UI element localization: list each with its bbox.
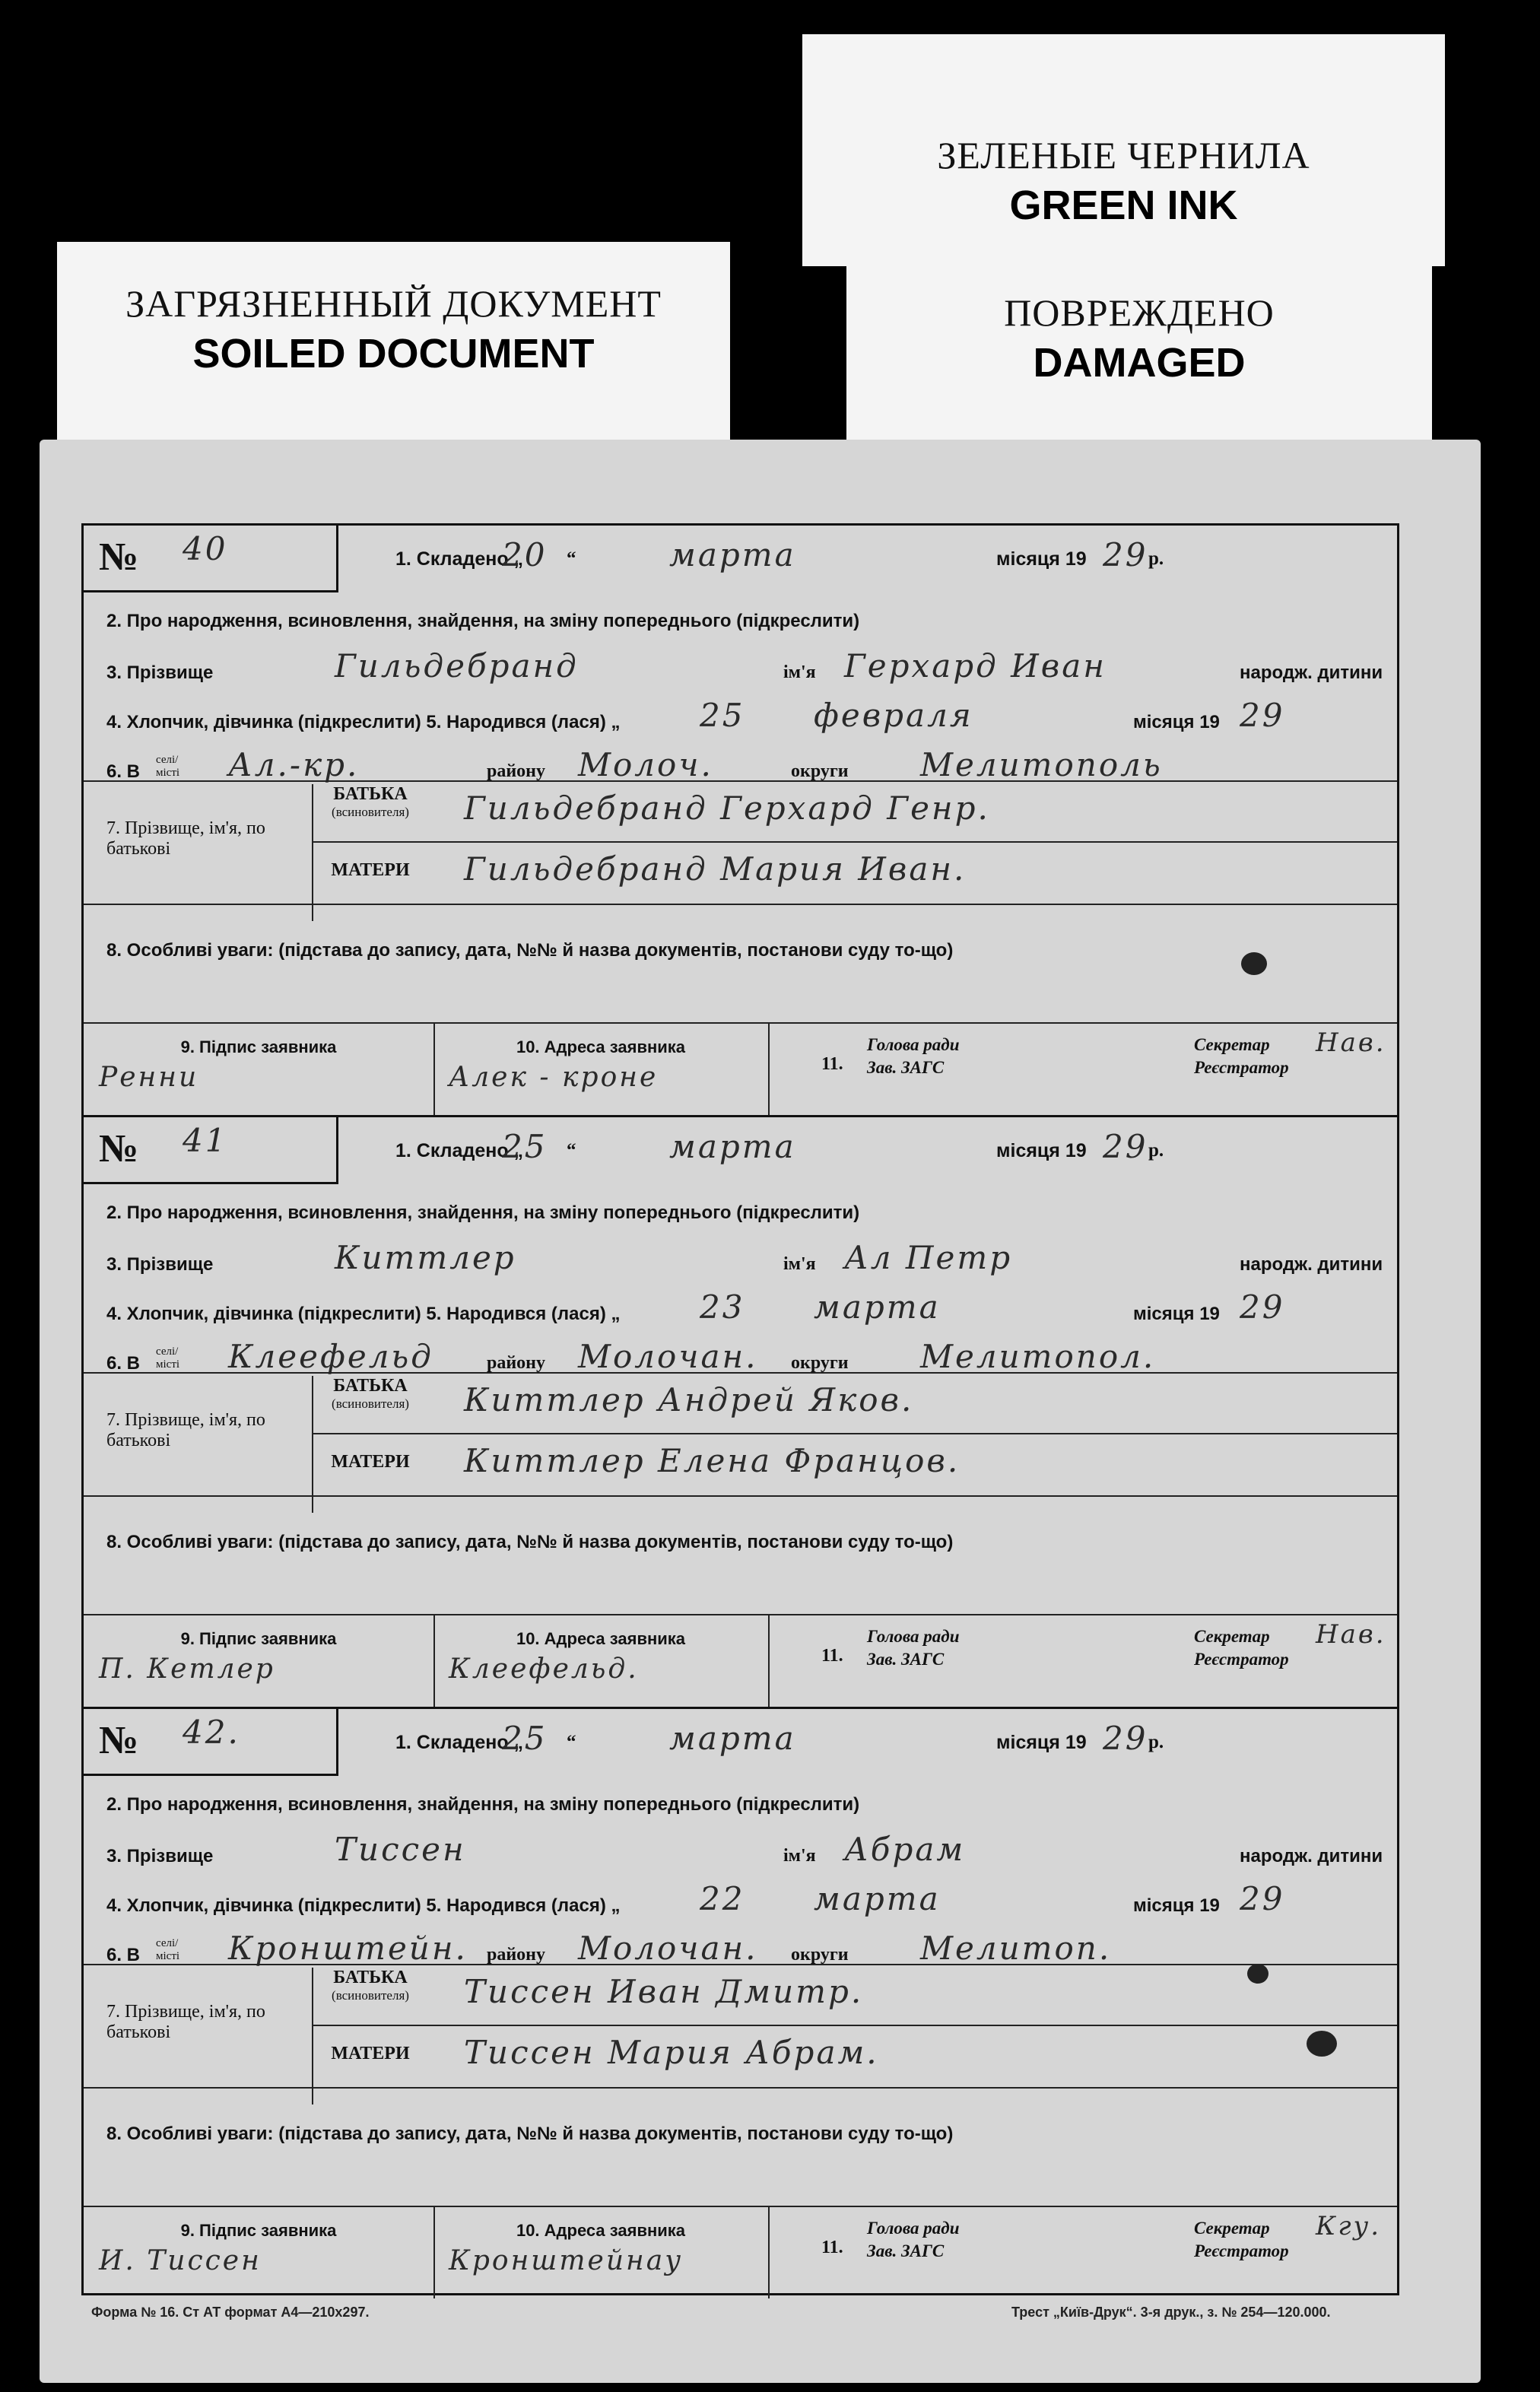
line-2-type: 2. Про народження, всиновлення, знайдення, на зміну попереднього (підкреслити) — [106, 1202, 860, 1223]
composed-quote: “ — [567, 548, 576, 569]
composed-month: марта — [669, 1720, 796, 1757]
mother-value: Тиссен Мария Абрам. — [464, 2034, 879, 2071]
father-label-cell — [312, 1968, 427, 2028]
year-suffix: р. — [1148, 548, 1164, 569]
secretary-signature: Нав. — [1316, 1028, 1386, 1058]
head-label: Голова ради — [867, 1035, 960, 1054]
okrug-value: Мелитоп. — [920, 1930, 1112, 1967]
notes-label: 8. Особливі уваги: (підстава до запису, дата, №№ й назва документів, постанови суду то-що) — [106, 1532, 954, 1552]
parents-section — [84, 1372, 1397, 1495]
birth-day: 22 — [700, 1880, 745, 1917]
composed-year: 29 — [1103, 1720, 1148, 1757]
district-label: району — [487, 761, 546, 781]
applicant-signature-label: 9. Підпис заявника — [180, 2221, 337, 2240]
line-2-type: 2. Про народження, всиновлення, знайдення, на зміну попереднього (підкреслити) — [106, 1794, 860, 1815]
divider — [84, 1495, 1397, 1497]
damaged-label-ru: ПОВРЕЖДЕНО — [1004, 291, 1275, 334]
ink-blot — [1247, 1964, 1269, 1984]
child-label: народж. дитини — [1240, 1254, 1383, 1275]
officials-number: 11. — [821, 1646, 843, 1666]
soiled-label-en: SOILED DOCUMENT — [192, 331, 595, 376]
parents-section — [84, 780, 1397, 904]
month-label: місяця 19 — [996, 1732, 1087, 1753]
applicant-signature-label: 9. Підпис заявника — [180, 1037, 337, 1056]
divider — [84, 1372, 1397, 1374]
signature-row — [84, 2206, 1397, 2298]
birth-year: 29 — [1240, 697, 1285, 734]
soiled-document-label — [57, 242, 730, 441]
parents-label: 7. Прізвище, ім'я, по батькові — [106, 818, 265, 859]
place-label: 6. В — [106, 1945, 141, 1965]
divider — [84, 1964, 1397, 1965]
father-sublabel: (всиновителя) — [332, 1396, 409, 1411]
form-footer-right: Трест „Київ-Друк“. 3-я друк., з. № 254—120.000. — [1011, 2305, 1331, 2320]
composed-label: 1. Складено „ — [395, 548, 524, 570]
district-value: Молочан. — [578, 1338, 758, 1375]
secretary-signature: Нав. — [1316, 1619, 1386, 1650]
mother-label: МАТЕРИ — [331, 2044, 410, 2063]
signature-row — [84, 1614, 1397, 1707]
place-label: 6. В — [106, 761, 141, 782]
father-value: Киттлер Андрей Яков. — [464, 1381, 914, 1418]
composed-month: марта — [669, 536, 796, 573]
entry-number-box — [84, 526, 338, 592]
composed-day: 25 — [502, 1720, 548, 1757]
birth-month: марта — [814, 1880, 941, 1917]
entry-number: 41 — [183, 1122, 228, 1159]
mother-label-cell — [312, 1437, 427, 1513]
composed-year: 29 — [1103, 536, 1148, 573]
month-label: місяця 19 — [996, 548, 1087, 570]
father-sublabel: (всиновителя) — [332, 805, 409, 819]
mother-label: МАТЕРИ — [331, 860, 410, 880]
composed-label: 1. Складено „ — [395, 1140, 524, 1161]
village-value: Клеефельд — [228, 1338, 433, 1375]
applicant-signature-cell — [84, 1024, 435, 1115]
name-value: Абрам — [844, 1831, 966, 1868]
birth-month: февраля — [814, 697, 973, 734]
number-sign: № — [99, 1719, 139, 1762]
place-sublabel: селі/місті — [156, 1937, 180, 1962]
officials-number: 11. — [821, 2238, 843, 2257]
damaged-label-en: DAMAGED — [1033, 340, 1246, 386]
form-footer-left: Форма № 16. Ст АТ формат А4—210x297. — [91, 2305, 370, 2320]
surname-label: 3. Прізвище — [106, 662, 214, 683]
applicant-address: Клеефельд. — [449, 1653, 639, 1685]
head-label: Голова ради — [867, 2219, 960, 2238]
child-label: народж. дитини — [1240, 1846, 1383, 1866]
father-label: БАТЬКА — [333, 1968, 408, 1987]
place-sublabel: селі/місті — [156, 1345, 180, 1371]
district-value: Молочан. — [578, 1930, 758, 1967]
secretary-label: Секретар — [1194, 1627, 1270, 1646]
divider — [84, 780, 1397, 782]
birth-year: 29 — [1240, 1288, 1285, 1326]
okrug-value: Мелитополь — [920, 746, 1163, 783]
composed-label: 1. Складено „ — [395, 1732, 524, 1753]
surname-value: Тиссен — [335, 1831, 466, 1868]
father-sublabel: (всиновителя) — [332, 1988, 409, 2003]
village-value: Кронштейн. — [228, 1930, 468, 1967]
birth-month-label: місяця 19 — [1133, 1304, 1220, 1324]
green-ink-label — [802, 34, 1445, 266]
village-value: Ал.-кр. — [228, 746, 360, 783]
head-label: Голова ради — [867, 1627, 960, 1646]
birth-register-form — [81, 523, 1399, 2295]
divider — [84, 2087, 1397, 2089]
soiled-label-ru: ЗАГРЯЗНЕННЫЙ ДОКУМЕНТ — [125, 282, 662, 325]
applicant-signature-cell — [84, 2207, 435, 2298]
place-sublabel: селі/місті — [156, 754, 180, 779]
secretary-label: Секретар — [1194, 2219, 1270, 2238]
damaged-label — [846, 260, 1432, 441]
applicant-signature: П. Кетлер — [99, 1653, 275, 1685]
mother-label-cell — [312, 845, 427, 921]
okrug-label: округи — [791, 1353, 849, 1373]
number-sign: № — [99, 535, 139, 579]
secretary-signature: Кгу. — [1316, 2211, 1382, 2241]
officials-number: 11. — [821, 1054, 843, 1074]
divider — [312, 2025, 1397, 2026]
zags-label: Зав. ЗАГС — [867, 1650, 945, 1669]
registrar-label: Реєстратор — [1194, 1058, 1289, 1077]
notes-label: 8. Особливі уваги: (підстава до запису, дата, №№ й назва документів, постанови суду то-що) — [106, 2124, 954, 2144]
mother-value: Гильдебранд Мария Иван. — [464, 850, 967, 888]
entry-number: 42. — [183, 1714, 240, 1751]
birth-month-label: місяця 19 — [1133, 712, 1220, 732]
green-label-ru: ЗЕЛЕНЫЕ ЧЕРНИЛА — [937, 134, 1310, 176]
okrug-label: округи — [791, 761, 849, 781]
sex-birth-label: 4. Хлопчик, дівчинка (підкреслити) 5. Народився (лася) „ — [106, 712, 621, 732]
applicant-address-cell — [433, 1615, 770, 1707]
father-label: БАТЬКА — [333, 1376, 408, 1396]
composed-quote: “ — [567, 1732, 576, 1752]
sex-birth-label: 4. Хлопчик, дівчинка (підкреслити) 5. Народився (лася) „ — [106, 1895, 621, 1916]
father-label-cell — [312, 1376, 427, 1437]
district-value: Молоч. — [578, 746, 713, 783]
number-sign: № — [99, 1127, 139, 1171]
birth-month-label: місяця 19 — [1133, 1895, 1220, 1916]
okrug-label: округи — [791, 1945, 849, 1965]
divider — [312, 841, 1397, 843]
father-value: Гильдебранд Герхард Генр. — [464, 789, 990, 827]
composed-day: 25 — [502, 1128, 548, 1165]
birth-month: марта — [814, 1288, 941, 1326]
ink-blot — [1307, 2031, 1337, 2057]
applicant-address: Кронштейнау — [449, 2245, 684, 2276]
name-label: ім'я — [783, 1254, 816, 1274]
ink-blot — [1241, 952, 1267, 975]
father-label-cell — [312, 784, 427, 845]
composed-year: 29 — [1103, 1128, 1148, 1165]
applicant-signature-cell — [84, 1615, 435, 1707]
father-label: БАТЬКА — [333, 784, 408, 804]
name-value: Ал Петр — [844, 1239, 1013, 1276]
applicant-address-label: 10. Адреса заявника — [516, 1037, 686, 1056]
birth-year: 29 — [1240, 1880, 1285, 1917]
register-entry — [84, 1117, 1397, 1709]
applicant-signature-label: 9. Підпис заявника — [180, 1629, 337, 1648]
divider — [84, 904, 1397, 905]
applicant-address-label: 10. Адреса заявника — [516, 1629, 686, 1648]
name-label: ім'я — [783, 1846, 816, 1866]
mother-label: МАТЕРИ — [331, 1452, 410, 1472]
surname-value: Гильдебранд — [335, 647, 579, 685]
year-suffix: р. — [1148, 1732, 1164, 1752]
applicant-address-cell — [433, 1024, 770, 1115]
mother-value: Киттлер Елена Францов. — [464, 1442, 961, 1479]
composed-month: марта — [669, 1128, 796, 1165]
signature-row — [84, 1022, 1397, 1115]
applicant-signature: Ренни — [99, 1062, 199, 1093]
surname-value: Киттлер — [335, 1239, 516, 1276]
composed-quote: “ — [567, 1140, 576, 1161]
applicant-address-cell — [433, 2207, 770, 2298]
parents-label: 7. Прізвище, ім'я, по батькові — [106, 2002, 265, 2042]
birth-day: 25 — [700, 697, 745, 734]
line-2-type: 2. Про народження, всиновлення, знайдення, на зміну попереднього (підкреслити) — [106, 611, 860, 631]
entry-number-box — [84, 1709, 338, 1776]
parents-section — [84, 1964, 1397, 2087]
applicant-signature: И. Тиссен — [99, 2245, 262, 2276]
parents-label: 7. Прізвище, ім'я, по батькові — [106, 1410, 265, 1450]
place-label: 6. В — [106, 1353, 141, 1374]
divider — [312, 1433, 1397, 1434]
surname-label: 3. Прізвище — [106, 1254, 214, 1275]
green-label-en: GREEN INK — [1009, 183, 1238, 228]
child-label: народж. дитини — [1240, 662, 1383, 683]
secretary-label: Секретар — [1194, 1035, 1270, 1054]
district-label: району — [487, 1945, 546, 1965]
father-value: Тиссен Иван Дмитр. — [464, 1973, 864, 2010]
entry-number: 40 — [183, 530, 228, 567]
month-label: місяця 19 — [996, 1140, 1087, 1161]
district-label: району — [487, 1353, 546, 1373]
register-entry — [84, 1709, 1397, 2298]
name-label: ім'я — [783, 662, 816, 682]
notes-label: 8. Особливі уваги: (підстава до запису, дата, №№ й назва документів, постанови суду то-що) — [106, 940, 954, 961]
sex-birth-label: 4. Хлопчик, дівчинка (підкреслити) 5. Народився (лася) „ — [106, 1304, 621, 1324]
entry-number-box — [84, 1117, 338, 1184]
mother-label-cell — [312, 2028, 427, 2105]
name-value: Герхард Иван — [844, 647, 1107, 685]
registrar-label: Реєстратор — [1194, 2241, 1289, 2260]
okrug-value: Мелитопол. — [920, 1338, 1156, 1375]
surname-label: 3. Прізвище — [106, 1846, 214, 1866]
zags-label: Зав. ЗАГС — [867, 2241, 945, 2260]
registrar-label: Реєстратор — [1194, 1650, 1289, 1669]
birth-day: 23 — [700, 1288, 745, 1326]
year-suffix: р. — [1148, 1140, 1164, 1161]
applicant-address-label: 10. Адреса заявника — [516, 2221, 686, 2240]
applicant-address: Алек - кроне — [449, 1062, 659, 1093]
zags-label: Зав. ЗАГС — [867, 1058, 945, 1077]
register-entry — [84, 526, 1397, 1117]
composed-day: 20 — [502, 536, 548, 573]
